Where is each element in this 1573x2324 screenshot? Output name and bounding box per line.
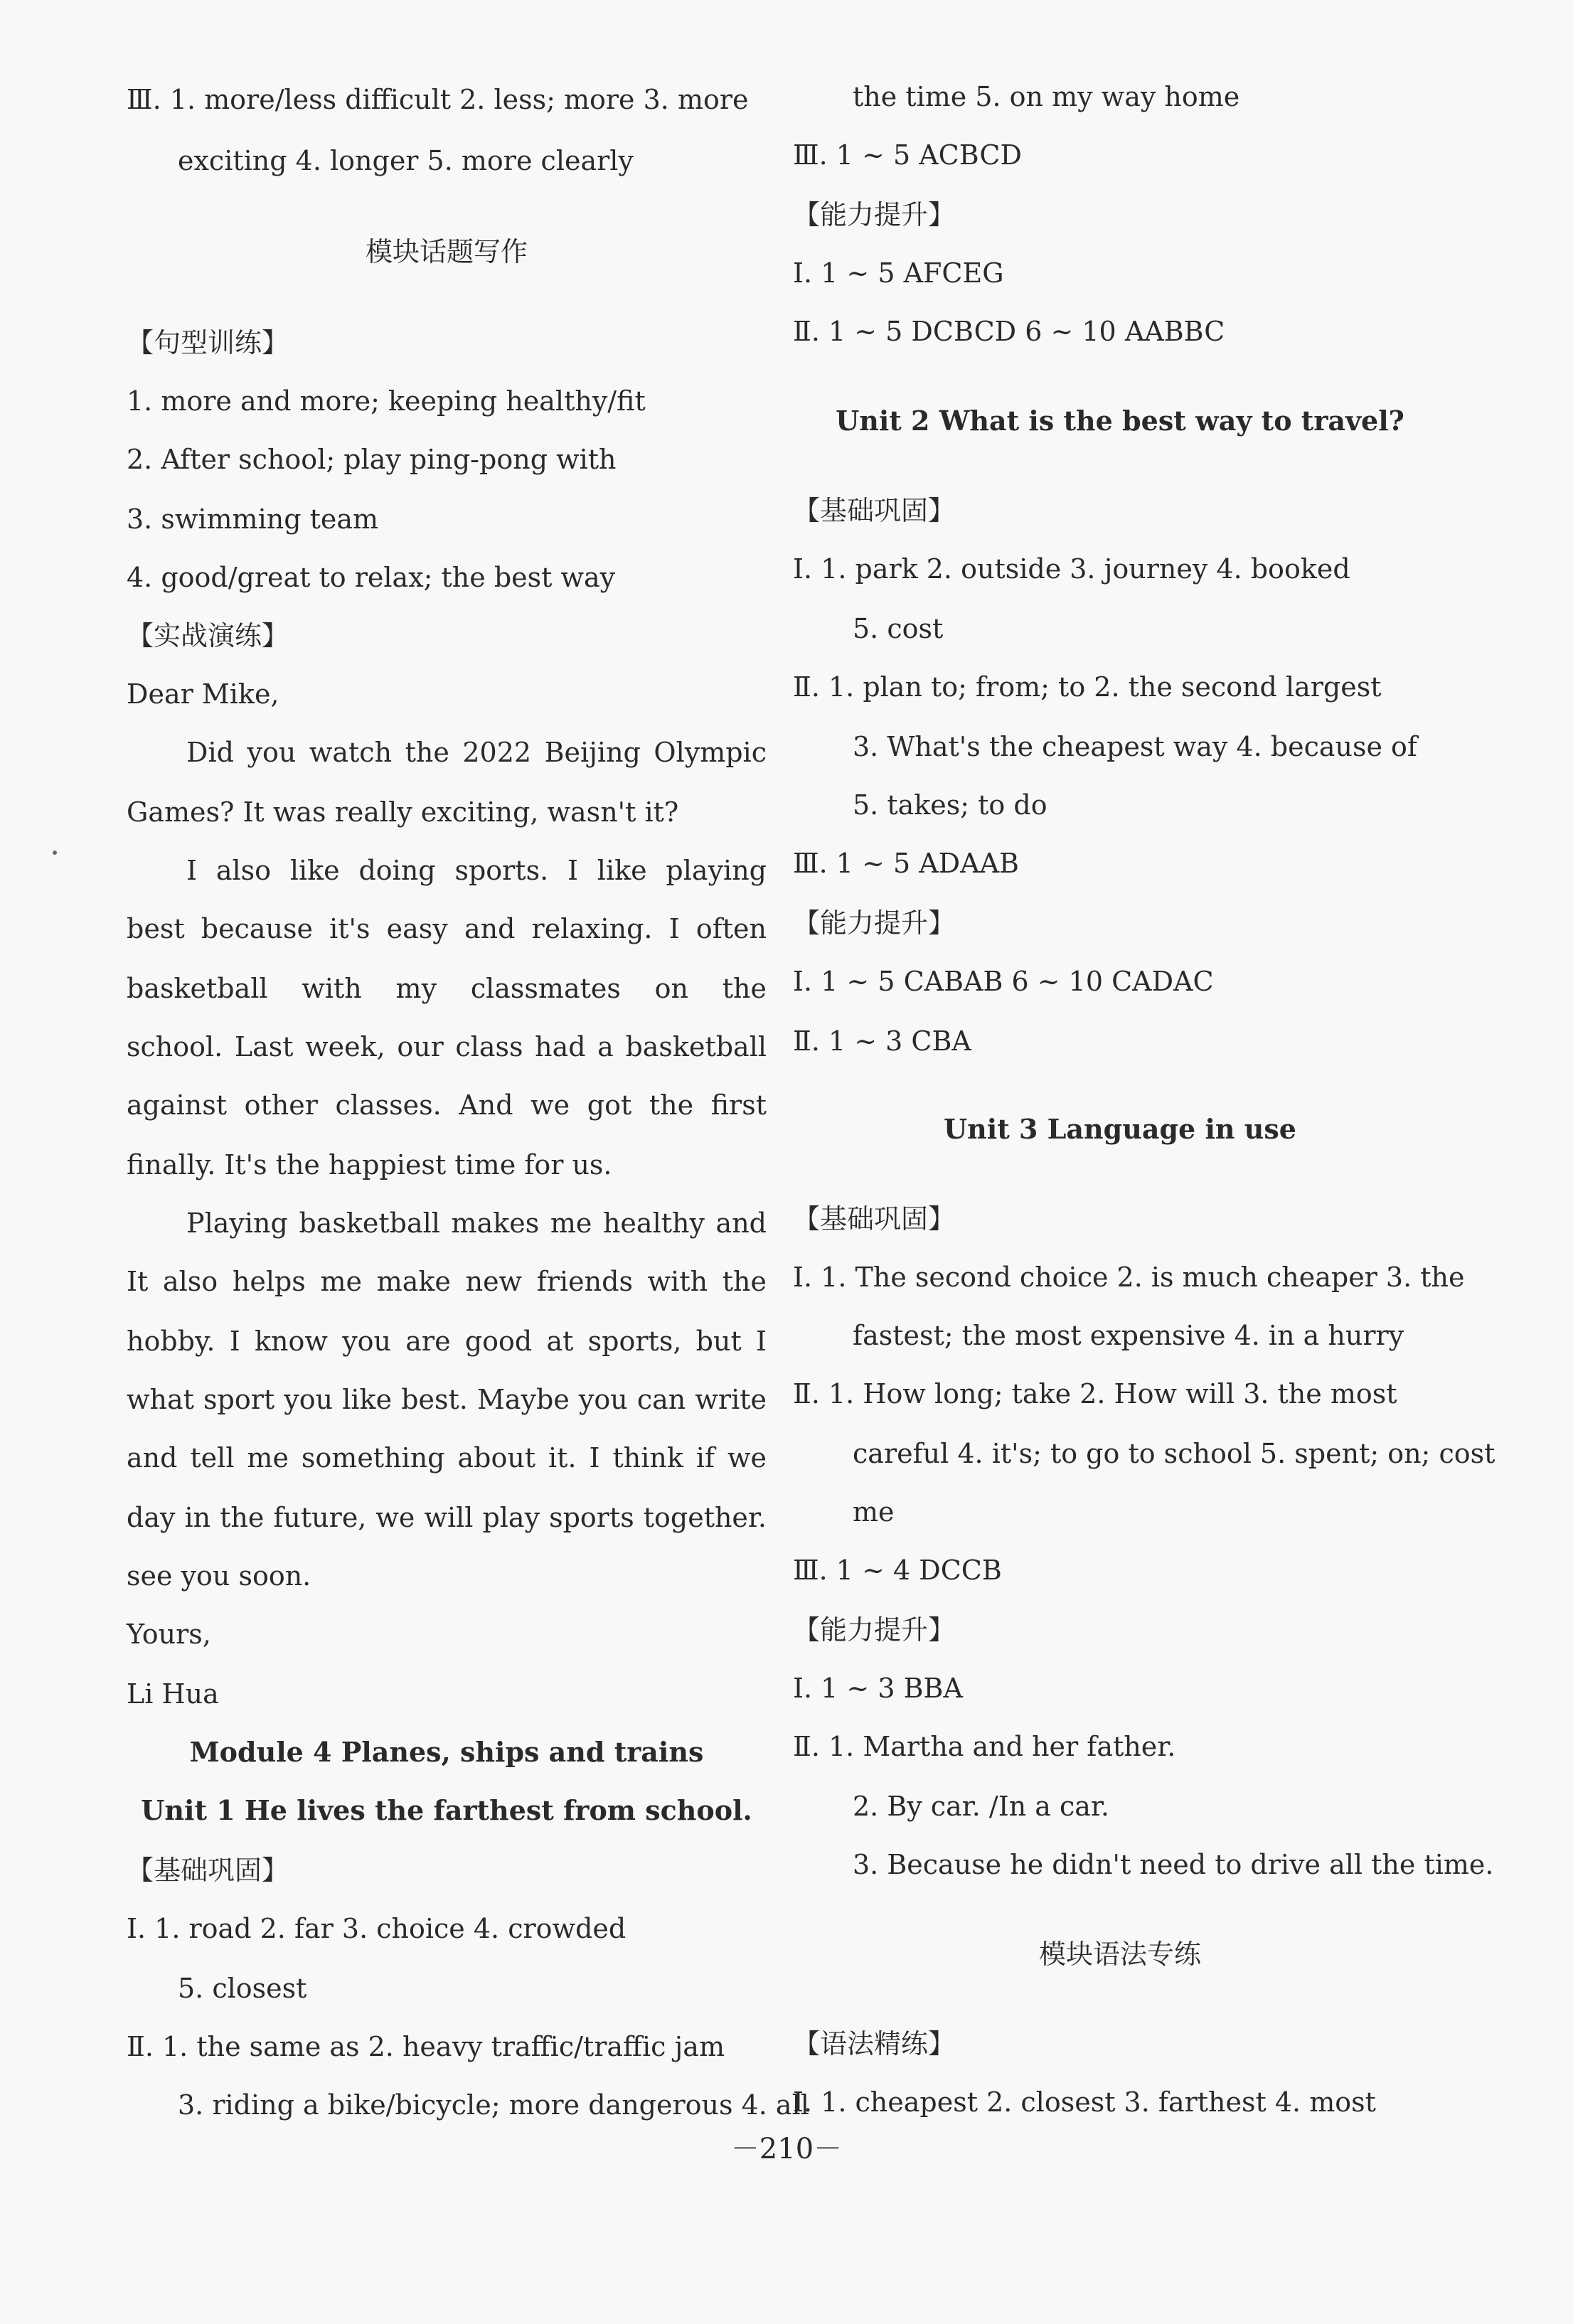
answer-line: Ⅱ. 1. How long; take 2. How will 3. the most <box>793 1378 1397 1409</box>
letter-line: best because it's easy and relaxing. I often <box>127 913 767 944</box>
section-heading: 【基础巩固】 <box>793 1203 956 1235</box>
answer-line: Ⅱ. 1. the same as 2. heavy traffic/traffic jam <box>127 2031 725 2062</box>
section-heading: 【基础巩固】 <box>793 495 956 526</box>
letter-line: Games? It was really exciting, wasn't it? <box>127 796 679 828</box>
page-number: －210－ <box>730 2133 843 2165</box>
answer-line: 5. closest <box>178 1973 307 2004</box>
answer-line: 4. good/great to relax; the best way <box>127 562 616 593</box>
answer-line: Ⅰ. 1. cheapest 2. closest 3. farthest 4. most <box>793 2086 1376 2118</box>
answer-line: Ⅲ. 1. more/less difficult 2. less; more 3. more <box>127 84 749 115</box>
letter-line: basketball with my classmates on the <box>127 973 767 1004</box>
letter-line: day in the future, we will play sports together. <box>127 1502 767 1533</box>
answer-line: 5. takes; to do <box>853 789 1047 821</box>
answer-line: 5. cost <box>853 613 944 644</box>
answer-line: Ⅰ. 1. park 2. outside 3. journey 4. booked <box>793 553 1350 585</box>
answer-line: 3. What's the cheapest way 4. because of <box>853 731 1417 762</box>
section-heading: 【能力提升】 <box>793 199 956 230</box>
letter-line: see you soon. <box>127 1560 311 1592</box>
module-title: Module 4 Planes, ships and trains <box>189 1736 704 1768</box>
stray-mark <box>53 851 57 855</box>
letter-line: and tell me something about it. I think if we <box>127 1442 767 1473</box>
letter-closing: Yours, <box>127 1619 211 1650</box>
section-heading: 【实战演练】 <box>127 620 289 651</box>
answer-line: me <box>853 1496 895 1528</box>
letter-line: what sport you like best. Maybe you can write <box>127 1384 767 1415</box>
answer-line: Ⅱ. 1. Martha and her father. <box>793 1731 1176 1762</box>
answer-line: 3. swimming team <box>127 503 379 535</box>
section-heading: 【能力提升】 <box>793 1614 956 1646</box>
answer-line: fastest; the most expensive 4. in a hurry <box>853 1320 1404 1351</box>
letter-line: I also like doing sports. I like playing <box>186 855 767 886</box>
section-title: 模块语法专练 <box>1038 1939 1201 1970</box>
answer-line: Ⅰ. 1. road 2. far 3. choice 4. crowded <box>127 1913 626 1944</box>
answer-line: Ⅰ. 1. The second choice 2. is much cheaper 3. the <box>793 1262 1465 1293</box>
answer-line: 3. riding a bike/bicycle; more dangerous 4. all <box>178 2089 809 2121</box>
section-heading: 【语法精练】 <box>793 2028 956 2059</box>
letter-line: It also helps me make new friends with the <box>127 1266 767 1297</box>
answer-line: Ⅰ. 1 ~ 5 AFCEG <box>793 257 1004 289</box>
letter-line: school. Last week, our class had a basketball <box>127 1031 767 1062</box>
answer-line: Ⅱ. 1. plan to; from; to 2. the second largest <box>793 671 1382 703</box>
answer-line: 1. more and more; keeping healthy/fit <box>127 385 646 417</box>
section-title: 模块话题写作 <box>365 236 528 267</box>
answer-line: Ⅱ. 1 ~ 3 CBA <box>793 1025 971 1057</box>
answer-line: careful 4. it's; to go to school 5. spent; on; cost <box>853 1438 1495 1469</box>
unit-title: Unit 2 What is the best way to travel? <box>836 405 1404 437</box>
section-heading: 【句型训练】 <box>127 327 289 358</box>
letter-line: Playing basketball makes me healthy and <box>186 1208 767 1239</box>
letter-line: hobby. I know you are good at sports, but I <box>127 1326 767 1357</box>
answer-line: Ⅰ. 1 ~ 5 CABAB 6 ~ 10 CADAC <box>793 966 1214 997</box>
answer-line: Ⅰ. 1 ~ 3 BBA <box>793 1673 963 1704</box>
section-heading: 【基础巩固】 <box>127 1855 289 1886</box>
unit-title: Unit 1 He lives the farthest from school. <box>141 1794 752 1826</box>
answer-line: Ⅲ. 1 ~ 5 ADAAB <box>793 848 1019 879</box>
letter-greeting: Dear Mike, <box>127 678 279 710</box>
letter-signature: Li Hua <box>127 1678 219 1710</box>
section-heading: 【能力提升】 <box>793 907 956 939</box>
letter-line: Did you watch the 2022 Beijing Olympic <box>186 737 767 768</box>
answer-line: 2. By car. /In a car. <box>853 1791 1109 1822</box>
answer-line: the time 5. on my way home <box>853 81 1240 112</box>
answer-line: exciting 4. longer 5. more clearly <box>178 145 634 176</box>
answer-line: 3. Because he didn't need to drive all the time. <box>853 1849 1494 1880</box>
answer-line: Ⅲ. 1 ~ 5 ACBCD <box>793 139 1022 171</box>
letter-line: against other classes. And we got the first <box>127 1089 767 1121</box>
letter-line: finally. It's the happiest time for us. <box>127 1149 612 1180</box>
answer-line: 2. After school; play ping-pong with <box>127 444 617 475</box>
answer-line: Ⅲ. 1 ~ 4 DCCB <box>793 1555 1002 1586</box>
answer-line: Ⅱ. 1 ~ 5 DCBCD 6 ~ 10 AABBC <box>793 316 1225 347</box>
unit-title: Unit 3 Language in use <box>944 1113 1296 1145</box>
